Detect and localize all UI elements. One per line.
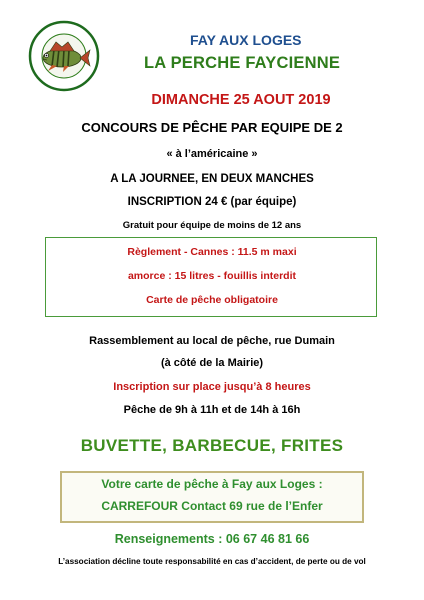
disclaimer: L’association décline toute responsabilité en cas d’accident, de perte ou de vol [58,557,366,566]
fishing-hours: Pêche de 9h à 11h et de 14h à 16h [123,404,301,416]
rule-rods: Règlement - Cannes : 11.5 m maxi [127,246,297,258]
event-title: CONCOURS DE PÊCHE PAR EQUIPE DE 2 [81,120,343,135]
event-date: DIMANCHE 25 AOUT 2019 [151,92,331,108]
card-info-line2: CARREFOUR Contact 69 rue de l’Enfer [101,499,323,513]
club-title: LA PERCHE FAYCIENNE [144,54,341,72]
meeting-landmark: (à côté de la Mairie) [160,357,264,369]
registration-deadline: Inscription sur place jusqu’à 8 heures [113,381,311,393]
rule-license: Carte de pêche obligatoire [146,294,278,306]
meeting-location: Rassemblement au local de pêche, rue Dumain [89,335,335,347]
card-info-line1: Votre carte de pêche à Fay aux Loges : [101,477,323,491]
buvette-heading: BUVETTE, BARBECUE, FRITES [80,436,344,455]
perch-fish-icon [28,20,100,92]
event-free-note: Gratuit pour équipe de moins de 12 ans [122,220,302,231]
contact-phone: Renseignements : 06 67 46 81 66 [114,532,310,546]
club-location: FAY AUX LOGES [190,32,302,48]
event-style: « à l’américaine » [166,148,258,160]
rule-bait: amorce : 15 litres - fouillis interdit [127,270,297,282]
event-fee: INSCRIPTION 24 € (par équipe) [127,196,297,208]
event-schedule: A LA JOURNEE, EN DEUX MANCHES [110,173,314,185]
club-logo [28,20,100,92]
